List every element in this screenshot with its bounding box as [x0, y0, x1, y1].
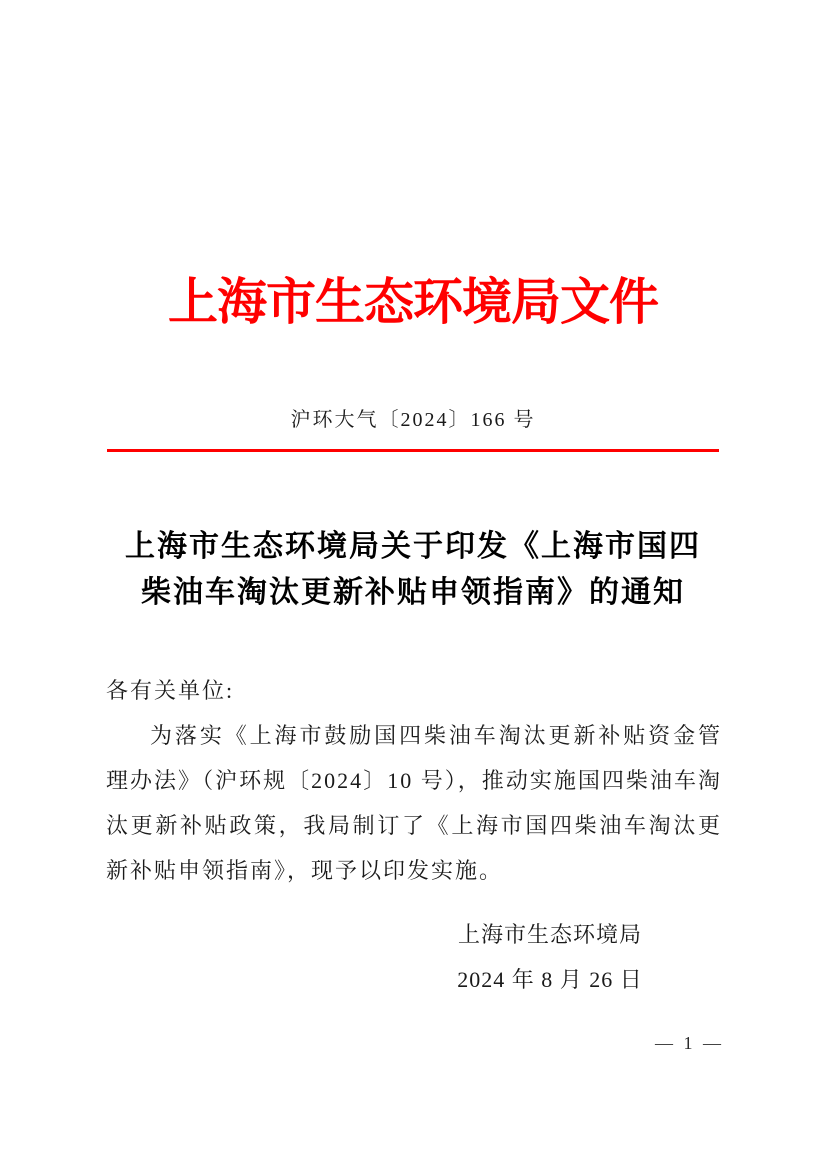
page-number: — 1 —: [655, 1033, 724, 1053]
salutation: 各有关单位:: [106, 678, 235, 703]
document-number: 沪环大气〔2024〕166 号: [290, 409, 536, 431]
signature-block: [390, 912, 710, 1002]
document-title: [63, 524, 763, 616]
agency-banner-title: 上海市生态环境局文件: [168, 274, 658, 330]
document-body: [106, 668, 722, 893]
document-title-line-2: 柴油车淘汰更新补贴申领指南》的通知: [141, 576, 685, 609]
signature-agency: 上海市生态环境局: [457, 922, 642, 947]
body-paragraph: 为落实《上海市鼓励国四柴油车淘汰更新补贴资金管理办法》（沪环规〔2024〕10 号），推动实施国四柴油车淘汰更新补贴政策，我局制订了《上海市国四柴油车淘汰更新补贴申领指南》，现予以印发实施。: [106, 723, 722, 883]
signature-date: 2024 年 8 月 26 日: [457, 967, 643, 992]
document-title-line-1: 上海市生态环境局关于印发《上海市国四: [125, 530, 701, 563]
red-divider-rule: [107, 449, 719, 452]
